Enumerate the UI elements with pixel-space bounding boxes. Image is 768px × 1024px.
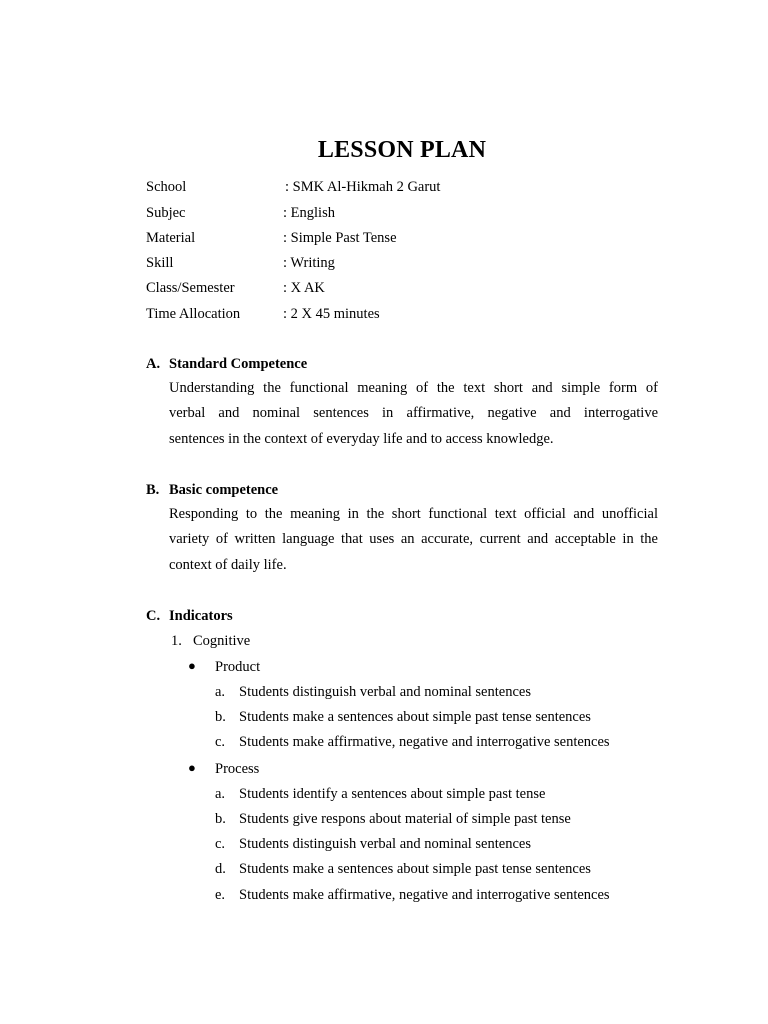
info-label: Skill xyxy=(146,255,174,271)
list-letter: b. xyxy=(215,709,226,725)
list-item xyxy=(215,885,610,905)
bullet-label: Product xyxy=(215,659,261,675)
list-label: Cognitive xyxy=(193,633,251,649)
page-title: LESSON PLAN xyxy=(317,137,487,163)
bullet-process xyxy=(188,759,259,779)
section-title: Standard Competence xyxy=(169,356,308,372)
info-value: : English xyxy=(283,205,335,221)
list-letter: e. xyxy=(215,887,226,903)
list-item xyxy=(215,834,531,854)
bullet-product xyxy=(188,657,260,677)
info-label: Time Allocation xyxy=(146,306,241,322)
list-text: Students distinguish verbal and nominal sentences xyxy=(239,836,531,852)
bullet-icon: ● xyxy=(188,658,196,673)
section-heading-indicators xyxy=(146,606,233,626)
section-letter: C. xyxy=(146,608,161,624)
paragraph-line: verbal and nominal sentences in affirmative, negative and interrogative xyxy=(169,405,658,422)
section-title: Basic competence xyxy=(169,482,279,498)
bullet-label: Process xyxy=(215,761,260,777)
info-value: : Writing xyxy=(283,255,335,271)
list-item xyxy=(215,809,571,829)
paragraph-line: variety of written language that uses an accurate, current and acceptable in the xyxy=(169,531,658,548)
list-letter: c. xyxy=(215,734,226,750)
info-label: School xyxy=(146,179,187,195)
info-value: : 2 X 45 minutes xyxy=(283,306,380,322)
list-letter: a. xyxy=(215,786,226,802)
indicator-cognitive xyxy=(171,631,250,651)
basic-competence-paragraph xyxy=(169,502,658,578)
info-value: : Simple Past Tense xyxy=(283,230,397,246)
section-heading-standard-competence xyxy=(146,354,307,374)
standard-competence-paragraph xyxy=(169,376,658,452)
section-title: Indicators xyxy=(169,608,233,624)
info-value: : SMK Al-Hikmah 2 Garut xyxy=(285,179,441,195)
paragraph-line: Understanding the functional meaning of the text short and simple form of xyxy=(169,380,658,396)
list-letter: d. xyxy=(215,861,226,877)
list-text: Students identify a sentences about simple past tense xyxy=(239,786,546,802)
section-heading-basic-competence xyxy=(146,480,278,500)
list-letter: a. xyxy=(215,684,226,700)
section-letter: B. xyxy=(146,482,160,498)
list-item xyxy=(215,784,545,804)
list-item xyxy=(215,859,591,879)
paragraph-line: Responding to the meaning in the short functional text official and unofficial xyxy=(169,506,658,522)
list-text: Students make a sentences about simple past tense sentences xyxy=(239,861,591,877)
info-label: Material xyxy=(146,230,196,246)
info-label: Subjec xyxy=(146,205,186,221)
list-text: Students make affirmative, negative and interrogative sentences xyxy=(239,734,610,750)
info-value: : X AK xyxy=(283,280,325,296)
list-item xyxy=(215,682,531,702)
list-letter: b. xyxy=(215,811,226,827)
list-item xyxy=(215,732,610,752)
list-text: Students make a sentences about simple past tense sentences xyxy=(239,709,591,725)
info-label: Class/Semester xyxy=(146,280,235,296)
list-item xyxy=(215,707,591,727)
paragraph-line: sentences in the context of everyday life and to access knowledge. xyxy=(169,430,554,447)
list-text: Students give respons about material of simple past tense xyxy=(239,811,571,827)
section-letter: A. xyxy=(146,356,161,372)
list-letter: c. xyxy=(215,836,226,852)
list-number: 1. xyxy=(171,633,182,649)
paragraph-line: context of daily life. xyxy=(169,556,287,573)
list-text: Students make affirmative, negative and interrogative sentences xyxy=(239,887,610,903)
list-text: Students distinguish verbal and nominal sentences xyxy=(239,684,531,700)
bullet-icon: ● xyxy=(188,760,196,775)
